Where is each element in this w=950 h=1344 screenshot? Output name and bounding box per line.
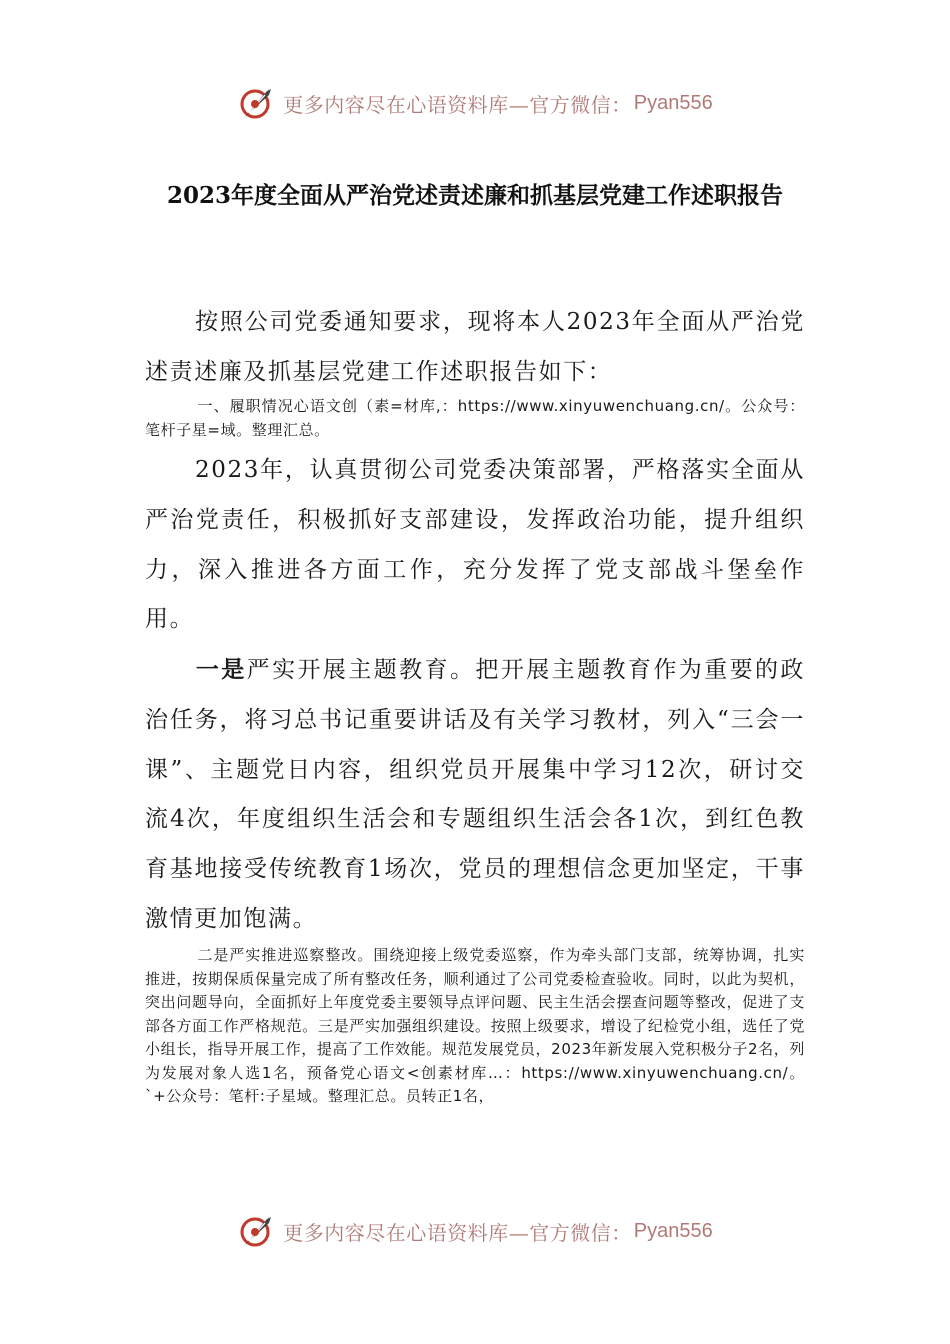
header-wechat-id: Pyan556	[633, 91, 713, 114]
point1-paragraph	[145, 645, 805, 945]
header-banner-text: 更多内容尽在心语资料库—官方微信：	[283, 92, 632, 117]
quill-logo-icon	[237, 1211, 277, 1251]
intro-paragraph	[145, 298, 805, 398]
point1-text: 严实开展主题教育。把开展主题教育作为重要的政治任务，将习总书记重要讲话及有关学习教材，列入“三会一课”、主题党日内容，组织党员开展集中学习12次，研讨交流4次，年度组织生活会和专题组织生活会各1次，到红色教育基地接受传统教育1场次，党员的理想信念更加坚定，干事激情更加饱满。	[145, 657, 806, 932]
section1-heading-text: 一、履职情况心语文创（素=材库,：https://www.xinyuwenchuang.cn/。公众号：笔杆子星=域。整理汇总。	[145, 397, 805, 439]
footer-wechat-id: Pyan556	[633, 1219, 713, 1242]
header-banner	[0, 78, 950, 128]
point2-3-text: 二是严实推进巡察整改。围绕迎接上级党委巡察，作为牵头部门支部，统筹协调，扎实推进，按期保质保量完成了所有整改任务，顺利通过了公司党委检查验收。同时，以此为契机，突出问题导向，全面抓好上年度党委主要领导点评问题、民主生活会摆查问题等整改，促进了支部各方面工作严格规范。三是严实加强组织建设。按照上级要求，增设了纪检党小组，选任了党小组长，指导开展工作，提高了工作效能。规范发展党员，2023年新发展入党积极分子2名，列为发展对象人选1名，预备党心语文<创素材库…：https://www.xinyuwenchuang.cn/。`+公众号：笔杆:子星域。整理汇总。员转正1名，	[145, 946, 805, 1105]
summary-text: 2023年，认真贯彻公司党委决策部署，严格落实全面从严治党责任，积极抓好支部建设，发挥政治功能，提升组织力，深入推进各方面工作，充分发挥了党支部战斗堡垒作用。	[145, 457, 805, 633]
summary-paragraph	[145, 446, 805, 645]
footer-banner-text: 更多内容尽在心语资料库—官方微信：	[283, 1220, 632, 1245]
intro-text: 按照公司党委通知要求，现将本人2023年全面从严治党述责述廉及抓基层党建工作述职报告如下：	[145, 309, 805, 385]
section1-heading	[145, 395, 805, 442]
point2-3-paragraph	[145, 944, 805, 1109]
footer-banner	[0, 1206, 950, 1256]
quill-logo-icon	[237, 83, 277, 123]
point1-lead: 一是	[195, 656, 247, 683]
document-title: 2023年度全面从严治党述责述廉和抓基层党建工作述职报告	[166, 182, 783, 209]
